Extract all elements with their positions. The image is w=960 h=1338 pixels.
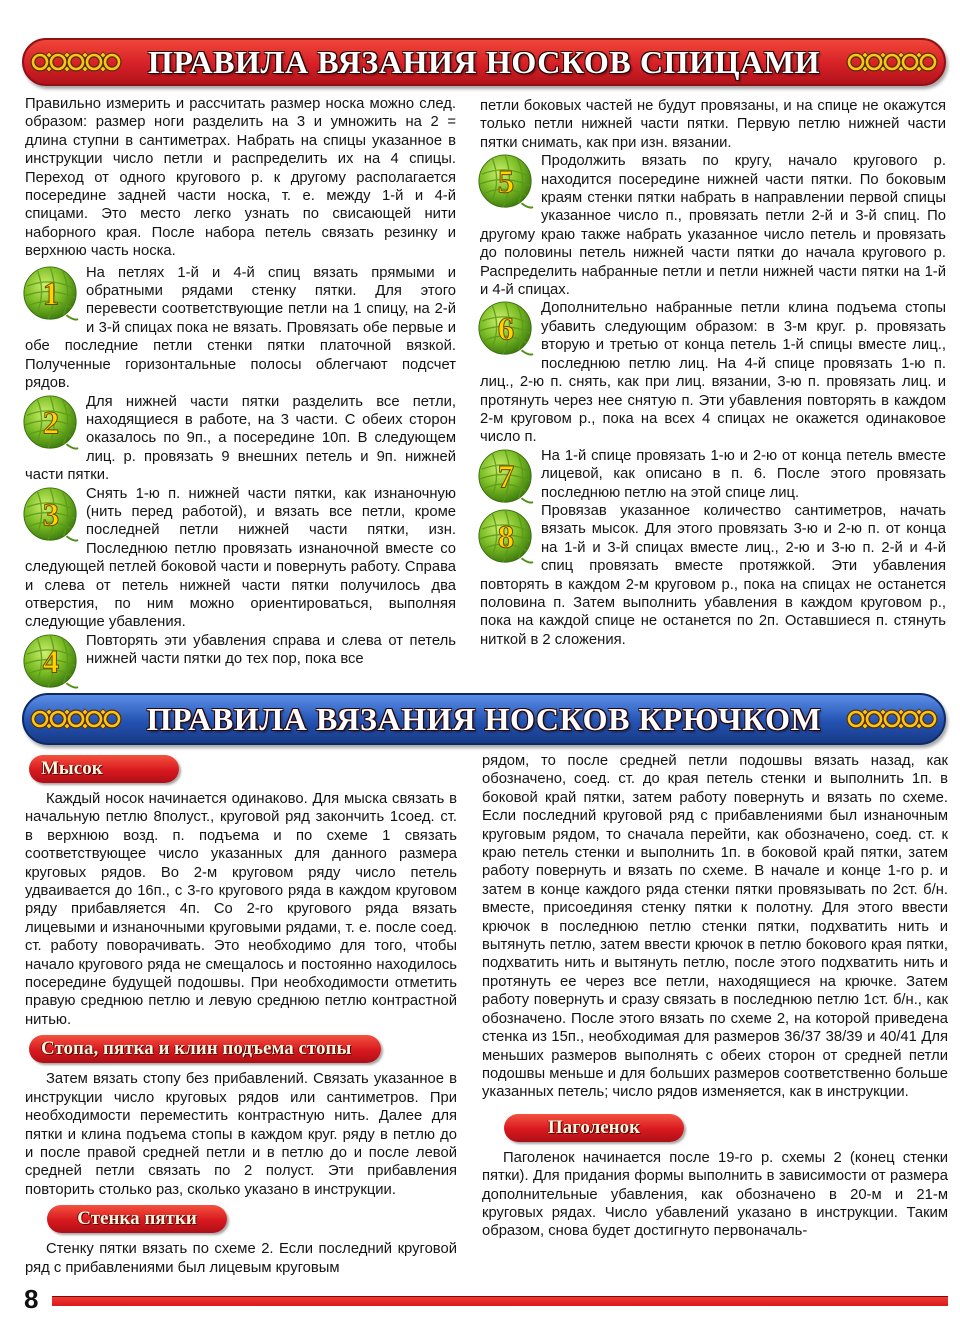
step-number: 2: [42, 405, 60, 442]
knitting-intro: Правильно измерить и рассчитать размер носка можно след. образом: размер ноги разделить на 3 и умножить на 2 = длина ступни в сантиметрах. Набрать на спицы указанное в инструкции число петли и распределить их на 4 спицы. Переход от одного кругового р. к другому располагается посередине задней части носка, т. е. между 1-й и 4-й спицами. Это место легко узнать по свисающей нити наборного края. После набора петель связать резинку и верхнюю часть носка.: [25, 96, 456, 260]
step-4-text: Повторять эти убавления справа и слева от петель нижней части пятки до тех пор, пока все: [86, 632, 456, 668]
step-8-text: Провязав указанное количество сантиметров, начать вязать мысок. Для этого провязать 3-ю и 2-ю п. от конца на 1-й и 3-й спицах вместе лиц., 2-ю и 3-ю п. 2-й и 4-й спиц провязать вместе протяжкой. Эти убавления повторять в каждом 2-м круговом р., пока на спицах не останется половина п. Затем выполнить убавления в каждом круговом р., пока на каждой спице не останется по 2п. Оставшиеся п. стянуть ниткой в 2 сложения.: [480, 502, 946, 648]
yarn-ball-icon: [22, 394, 80, 452]
step-4-continuation: петли боковых частей не будут провязаны, и на спице не окажутся только петли нижней части пятки. Первую петлю нижней части пятки снимать, как при изн. вязании.: [480, 98, 946, 151]
ornament-right-icon: [846, 49, 938, 75]
knitting-title: ПРАВИЛА ВЯЗАНИЯ НОСКОВ СПИЦАМИ: [147, 43, 821, 80]
section-toe-text: Каждый носок начинается одинаково. Для мыска связать в начальную петлю 8полуст., круговой ряд закончить 1соед. ст. в верхнюю возд. п. подъема и по схеме 1 связать соответствующее число указанных для данного размера круговых рядов. Во 2-м круговом ряду число петель удваивается до 16п., с 3-го кругового ряда в каждом круговом ряду прибавляется 4п. Со 2-го кругового ряда вязать лицевыми и изнаночными круговыми рядами, т. е. после соед. ст. работу поворачивать. Это необходимо для того, чтобы начало кругового ряда не смещалось и постоянно находилось посередине будущей подошвы. При необходимости отметить правую среднюю петлю и левую среднюю петлю контрастной нитью.: [25, 791, 457, 1028]
yarn-ball-icon: [22, 633, 80, 691]
step-6-text: Дополнительно набранные петли клина подъема стопы убавить следующим образом: в 3-м круг. р. провязать вторую и третью от конца петель 1-й спицы вместе лиц., последнюю петлю лиц. На 4-й спице провязать 1-ю п. лиц., 2-ю п. снять, как при лиц. вязании, 3-ю п. провязать лиц. и протянуть через нее снятую п. Эти убавления повторять в каждом 2-м круговом р., пока на всех 4 спицах не окажется одинаковое число п.: [480, 300, 946, 446]
section-heading-foot: Стопа, пятка и клин подъема стопы: [29, 1035, 381, 1063]
knitting-left-column: [25, 95, 456, 692]
step-number: 5: [497, 164, 515, 201]
crochet-title: ПРАВИЛА ВЯЗАНИЯ НОСКОВ КРЮЧКОМ: [146, 700, 822, 737]
step-7-text: На 1-й спице провязать 1-ю и 2-ю от конца петель вместе лицевой, как описано в п. 6. После этого провязать последнюю петлю на этой спице лиц.: [541, 447, 946, 501]
step-number: 8: [497, 519, 515, 556]
yarn-ball-icon: [477, 448, 535, 506]
step-number: 4: [42, 644, 60, 681]
yarn-ball-icon: [22, 265, 80, 323]
crochet-left-column: [25, 752, 457, 1277]
step-5-text: Продолжить вязать по кругу, начало кругового р. находится посередине нижней части пятки. По боковым краям стенки пятки набрать в направлении первой спицы указанное число п., провязать петли 2-й и 3-й спиц. По другому краю также набрать указанное число петель и провязать до половины петель нижней части пятки до начала кругового р. Распределить набранные петли и петли нижней части пятки на 1-й и 4-й спицах.: [480, 153, 946, 299]
section-heel-wall-continuation: рядом, то после средней петли подошвы вязать назад, как обозначено, соед. ст. до края петель стенки и выполнить 1п. в боковой край пятки, затем работу повернуть и вязать по схеме. Если последний круговой ряд с прибавлениями был изнаночным круговым рядом, то сначала перейти, как обозначено, соед. ст. к краю петель стенки и выполнить 1п. в боковой край пятки, затем работу повернуть и вязать по схеме. В начале и конце 1-го р. и затем в конце каждого ряда стенки пятки провязывать по 2ст. б/н. вместе, присоединяя стенку пятки к полотну. Для этого ввести крючок в последнюю петлю стенки пятки, подхватить нить и вытянуть петлю, затем ввести крючок в петлю бокового края пятки, подхватить нить и вытянуть петлю, после этого подхватить нить и протянуть ее через все петли, находящиеся на крючке. Затем работу повернуть и сразу связать в последнюю петлю 1ст. б/н., как обозначено. После этого вязать по схеме 2, на которой приведена стенка из 15п., необходимая для размеров 36/37 38/39 и 40/41 Для меньших размеров выполнять с обеих сторон от средней петли подошвы меньше и для больших размеров соответственно больше указанных петель; число рядов изменяется, как в инструкции.: [482, 753, 948, 1101]
footer-bar: [52, 1296, 948, 1306]
ornament-left-icon: [30, 706, 122, 732]
knitting-banner: [22, 38, 946, 86]
step-1-text: На петлях 1-й и 4-й спиц вязать прямыми и обратными рядами стенку пятки. Для этого перевести соответствующие петли на 1 спицу, на 2-й и 3-й спицах пока не вязать. Провязать обе первые и обе последние петли стенки пятки платочной вязкой. Полученные горизонтальные полосы облегчают подсчет рядов.: [25, 264, 456, 392]
section-heel-wall-text: Стенку пятки вязать по схеме 2. Если последний круговой ряд с прибавлениями был лицевым круговым: [25, 1241, 457, 1276]
yarn-ball-icon: [22, 486, 80, 544]
step-number: 7: [497, 459, 515, 496]
yarn-ball-icon: [477, 300, 535, 358]
knitting-right-column: [480, 97, 946, 649]
step-number: 6: [497, 312, 515, 349]
ornament-left-icon: [30, 49, 122, 75]
yarn-ball-icon: [477, 153, 535, 211]
crochet-right-column: [482, 752, 948, 1241]
step-2-text: Для нижней части пятки разделить все петли, находящиеся в работе, на 3 части. С обеих сторон оказалось по 9п., а посередине 10п. В следующем лиц. р. провязать 9 внешних петель и 9п. нижней части пятки.: [25, 393, 456, 484]
ornament-right-icon: [846, 706, 938, 732]
crochet-banner: [22, 693, 946, 745]
section-heading-wrap: [47, 1205, 457, 1233]
page-number: 8: [24, 1284, 39, 1314]
section-heading-wrap: [29, 755, 457, 783]
step-3-text: Снять 1-ю п. нижней части пятки, как изнаночную (нить перед работой), и вязать все петли, кроме последней петли нижней части пятки, изн. Последнюю петлю провязать изнаночной вместе со следующей петлей боковой части и повернуть работу. Справа и слева от петель нижней части пятки получилось два отверстия, по ним можно ориентироваться, выполняя следующие убавления.: [25, 485, 456, 631]
step-number: 3: [42, 497, 60, 534]
section-heading-heel-wall: Стенка пятки: [47, 1205, 227, 1233]
step-number: 1: [42, 276, 60, 313]
section-heading-wrap: [29, 1035, 457, 1063]
section-heading-wrap: [504, 1114, 948, 1142]
section-heading-leg: Паголенок: [504, 1114, 684, 1142]
section-heading-toe: Мысок: [29, 755, 179, 783]
section-leg-text: Паголенок начинается после 19-го р. схемы 2 (конец стенки пятки). Для придания формы выполнить в зависимости от размера дополнительные убавления, как обозначено в 20-м и 21-м круговых рядах. Число убавлений указано в инструкции. Таким образом, снова будет достигнуто первоначаль-: [482, 1149, 948, 1240]
section-foot-text: Затем вязать стопу без прибавлений. Связать указанное в инструкции число круговых рядов или сантиметров. При необходимости переместить контрастную нить. Далее для пятки и клина подъема стопы в каждом круг. ряду в петлю до и после правой средней петли и в петлю до и после левой средней петли связать по 2 полуст. Эти прибавления повторить столько раз, сколько указано в инструкции.: [25, 1071, 457, 1198]
yarn-ball-icon: [477, 508, 535, 566]
